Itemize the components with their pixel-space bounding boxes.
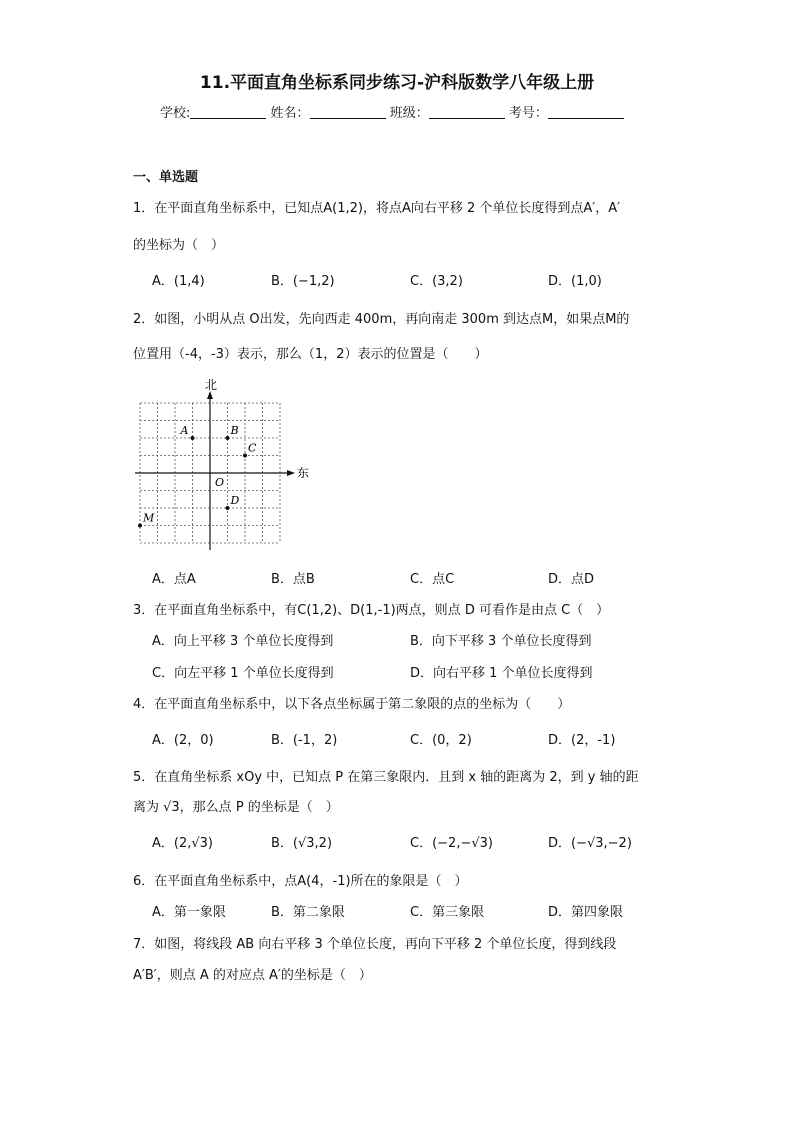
point-b — [226, 436, 230, 440]
east-label: 东 — [297, 466, 310, 480]
q3-option-b: B．向下平移 3 个单位长度得到 — [410, 634, 592, 649]
east-arrow-icon — [287, 470, 295, 476]
q6-option-d: D．第四象限 — [548, 905, 624, 920]
page-title: 11.平面直角坐标系同步练习-沪科版数学八年级上册 — [199, 73, 595, 93]
q5-option-d: D．(−√3,−2) — [548, 836, 632, 851]
point-c — [243, 454, 247, 458]
origin-label: O — [215, 476, 225, 489]
q6-option-a: A．第一象限 — [152, 905, 226, 920]
q1-stem-line2: 的坐标为（ ） — [133, 238, 225, 253]
point-m — [138, 524, 142, 528]
q2-coordinate-figure — [135, 378, 320, 553]
name-blank — [310, 106, 386, 119]
north-label: 北 — [205, 378, 218, 392]
exam-number-label: 考号： — [508, 106, 548, 121]
q1-option-c: C．(3,2) — [410, 274, 463, 289]
school-label: 学校: — [160, 106, 191, 121]
school-blank — [190, 106, 266, 119]
point-label-m: M — [143, 511, 155, 525]
q1-option-a: A．(1,4) — [152, 274, 205, 289]
q2-stem-line1: 2．如图，小明从点 O出发，先向西走 400m，再向南走 300m 到达点M，如果点M的 — [133, 312, 630, 327]
class-blank — [429, 106, 505, 119]
q5-stem-line1: 5．在直角坐标系 xOy 中，已知点 P 在第三象限内．且到 x 轴的距离为 2，到 y 轴的距 — [133, 770, 639, 785]
q5-option-c: C．(−2,−√3) — [410, 836, 493, 851]
q3-option-a: A．向上平移 3 个单位长度得到 — [152, 634, 334, 649]
q4-option-d: D．(2，-1) — [548, 733, 616, 748]
class-label: 班级： — [389, 106, 429, 121]
q6-option-c: C．第三象限 — [410, 905, 485, 920]
point-label-b: B — [230, 424, 239, 437]
q4-stem-line1: 4．在平面直角坐标系中，以下各点坐标属于第二象限的点的坐标为（ ） — [133, 697, 571, 712]
point-label-c: C — [248, 441, 257, 455]
q3-stem-line1: 3．在平面直角坐标系中，有C(1,2)、D(1,-1)两点，则点 D 可看作是由点 C（ ） — [133, 603, 610, 618]
q6-stem-line1: 6．在平面直角坐标系中，点A(4，-1)所在的象限是（ ） — [133, 874, 468, 889]
q4-option-b: B．(-1，2) — [271, 733, 338, 748]
q7-stem-line2: A′B′，则点 A 的对应点 A′的坐标是（ ） — [133, 968, 372, 983]
q6-option-b: B．第二象限 — [271, 905, 345, 920]
q4-option-c: C．(0，2) — [410, 733, 472, 748]
point-a — [191, 436, 195, 440]
q2-option-b: B．点B — [271, 572, 315, 587]
q1-option-d: D．(1,0) — [548, 274, 602, 289]
point-d — [226, 506, 230, 510]
q5-option-a: A．(2,√3) — [152, 836, 213, 851]
figure-points — [138, 424, 257, 528]
q2-stem-line2: 位置用（-4，-3）表示，那么（1，2）表示的位置是（ ） — [133, 347, 488, 362]
q2-option-a: A．点A — [152, 572, 196, 587]
q3-option-d: D．向右平移 1 个单位长度得到 — [410, 666, 593, 681]
q4-option-a: A．(2，0) — [152, 733, 214, 748]
name-label: 姓名： — [270, 106, 310, 121]
q3-option-c: C．向左平移 1 个单位长度得到 — [152, 666, 334, 681]
q5-option-b: B．(√3,2) — [271, 836, 333, 851]
point-label-a: A — [180, 424, 189, 437]
north-arrow-icon — [207, 391, 213, 399]
student-info-line — [160, 102, 624, 121]
q2-option-c: C．点C — [410, 572, 455, 587]
section-heading: 一、单选题 — [133, 170, 199, 185]
q1-option-b: B．(−1,2) — [271, 274, 335, 289]
q5-stem-line2: 离为 √3，那么点 P 的坐标是（ ） — [133, 800, 339, 815]
q2-option-d: D．点D — [548, 572, 595, 587]
q7-stem-line1: 7．如图，将线段 AB 向右平移 3 个单位长度，再向下平移 2 个单位长度，得到线段 — [133, 937, 617, 952]
q1-stem-line1: 1．在平面直角坐标系中，已知点A(1,2)，将点A向右平移 2 个单位长度得到点A′，A′ — [133, 201, 621, 216]
point-label-d: D — [230, 494, 240, 507]
exam-number-blank — [548, 106, 624, 119]
